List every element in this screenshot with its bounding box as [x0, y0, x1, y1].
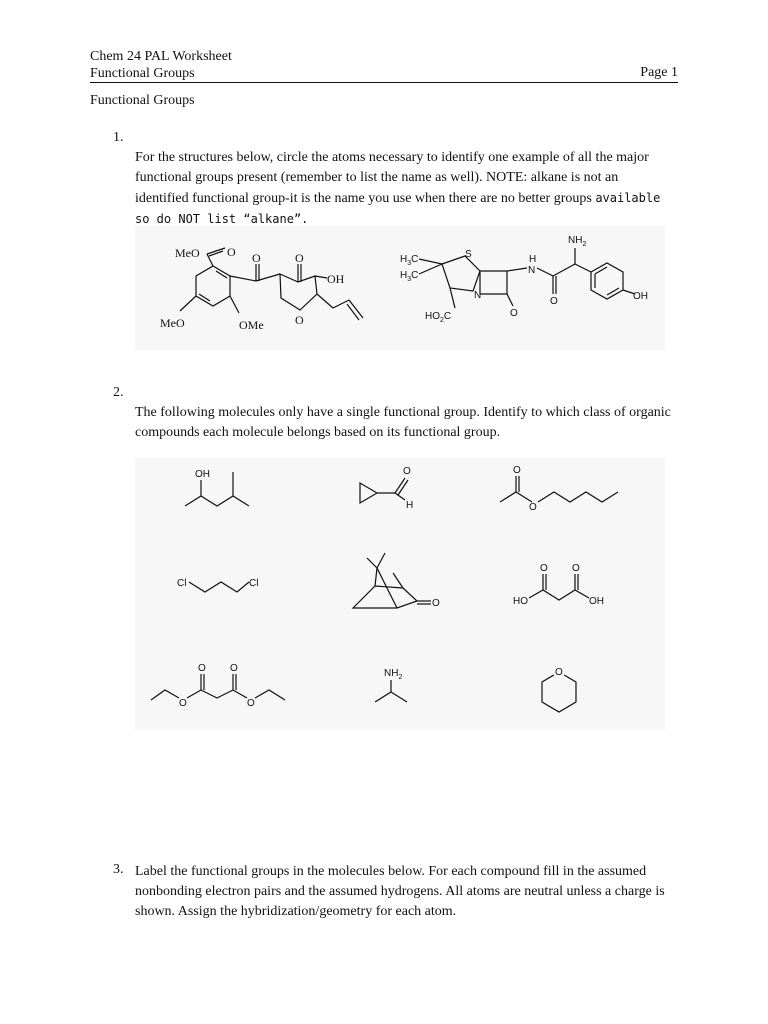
- ome-label: OMe: [239, 318, 264, 332]
- aldehyde-o-label: O: [403, 466, 411, 477]
- chloride-1-label: Cl: [177, 578, 187, 589]
- acid-o-1-label: O: [540, 563, 548, 574]
- ester-carbonyl-o-label: O: [513, 465, 521, 476]
- question-1-body: For the structures below, circle the atoms necessary to identify one example of all the major functional groups present (remember to list the name as well). NOTE: alkane is not an identified functional group-it is the name you use when there are no better groups: [135, 150, 649, 206]
- molecule-ketone: [353, 553, 440, 609]
- molecule-benzoyl-pyranone: [160, 245, 363, 332]
- question-1-tail: available so do NOT list “alkane”.: [135, 191, 661, 226]
- ester-o-label: O: [227, 245, 236, 259]
- diester-o-3-label: O: [230, 663, 238, 674]
- ketone-o-label: O: [252, 251, 261, 265]
- amide-o-label: O: [550, 296, 558, 307]
- molecule-alkyl-halide: [177, 578, 258, 592]
- molecule-aldehyde: [360, 466, 413, 511]
- meo-bottom-label: MeO: [160, 316, 185, 330]
- ring-nitrogen-label: N: [474, 290, 482, 301]
- question-1-figure: [135, 226, 665, 350]
- page-number: Page 1: [640, 65, 678, 80]
- question-3-text: Label the functional groups in the molecules below. For each compound fill in the assumed nonbonding electron pairs and the assumed hydrogens. All atoms are neutral unless a charge is shown. Assign the hybridization/geometry for each atom.: [135, 864, 665, 919]
- chloride-2-label: Cl: [249, 578, 259, 589]
- lactam-o-label: O: [510, 308, 518, 319]
- amine-nh2-label: $NH_2$: [384, 668, 403, 681]
- acid-ho-label: HO: [513, 596, 528, 607]
- ester-ether-o-label: O: [529, 502, 537, 513]
- phenol-oh-label: OH: [633, 291, 648, 302]
- section-title: Functional Groups: [90, 93, 195, 108]
- question-2-figure: [135, 458, 665, 730]
- question-1-text: [135, 148, 675, 230]
- sulfur-label: S: [465, 249, 472, 260]
- hydroxyl-label: OH: [327, 272, 345, 286]
- amine-label: $NH_2$: [568, 235, 587, 248]
- molecule-ester: [500, 465, 618, 513]
- diester-o-4-label: O: [247, 698, 255, 709]
- question-1-structures: [135, 226, 665, 350]
- ether-o-label: O: [555, 667, 563, 678]
- methyl-1-label: $H_3C$: [400, 254, 419, 267]
- carboxyl-label: $HO_2C$: [425, 311, 452, 324]
- amide-n-label: N: [528, 265, 536, 276]
- methyl-2-label: $H_3C$: [400, 270, 419, 283]
- question-2-structures: [135, 458, 665, 730]
- molecule-carboxylic-acid: [513, 563, 604, 607]
- pyranone-o-label: O: [295, 251, 304, 265]
- question-2-text: The following molecules only have a single functional group. Identify to which class of organic compounds each molecule belongs based on its functional group.: [135, 405, 671, 440]
- diester-o-1-label: O: [179, 698, 187, 709]
- molecule-diester: [151, 663, 285, 709]
- molecule-alcohol: [185, 469, 249, 506]
- aldehyde-h-label: H: [406, 500, 414, 511]
- amide-h-label: H: [529, 254, 537, 265]
- ketone-o-label: O: [432, 598, 440, 609]
- question-2-number: 2.: [113, 385, 124, 400]
- molecule-penicillin: [400, 235, 648, 324]
- header-rule: [90, 82, 678, 83]
- acid-oh-label: OH: [589, 596, 604, 607]
- diester-o-2-label: O: [198, 663, 206, 674]
- acid-o-2-label: O: [572, 563, 580, 574]
- question-1-number: 1.: [113, 130, 124, 145]
- molecule-amine: [375, 668, 407, 702]
- meo-top-label: MeO: [175, 246, 200, 260]
- molecule-ether: [542, 666, 576, 712]
- worksheet-title: Chem 24 PAL Worksheet: [90, 49, 232, 64]
- alcohol-oh-label: OH: [195, 469, 210, 480]
- ring-o-label: O: [295, 313, 304, 327]
- worksheet-subtitle: Functional Groups: [90, 66, 195, 81]
- question-3-number: 3.: [113, 862, 124, 877]
